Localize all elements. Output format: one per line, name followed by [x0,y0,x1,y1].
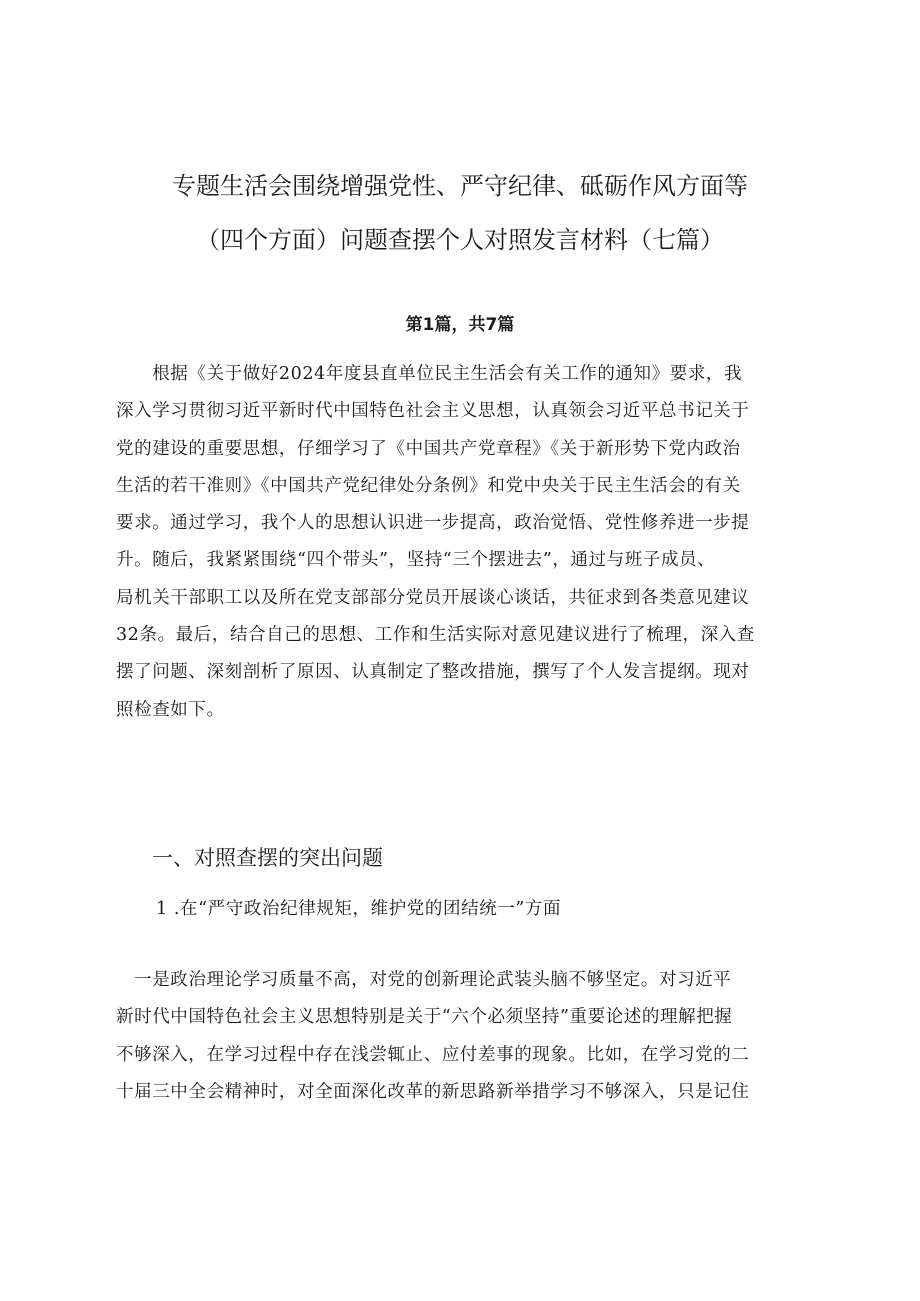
body-paragraph [116,962,816,1111]
section-heading: 一、对照查摆的突出问题 [152,846,383,870]
document-title-line-1: 专题生活会围绕增强党性、严守纪律、砥砺作风方面等 [172,172,748,200]
text-line: 不够深入，在学习过程中存在浅尝辄止、应付差事的现象。比如，在学习党的二 [116,1044,750,1065]
text-line: 深入学习贯彻习近平新时代中国特色社会主义思想，认真领会习近平总书记关于 [116,401,750,422]
text-line: 要求。通过学习，我个人的思想认识进一步提高，政治觉悟、党性修养进一步提 [116,513,750,534]
text-line: 新时代中国特色社会主义思想特别是关于“六个必须坚持”重要论述的理解把握 [116,1007,733,1028]
text-line: 照检查如下。 [116,699,225,720]
text-line: 根据《关于做好2024年度县直单位民主生活会有关工作的通知》要求，我 [116,364,743,384]
text-line: 局机关干部职工以及所在党支部部分党员开展谈心谈话，共征求到各类意见建议 [116,587,750,608]
text-line: 党的建设的重要思想，仔细学习了《中国共产党章程》《关于新形势下党内政治 [116,438,741,459]
text-line: 32条。最后，结合自己的思想、工作和生活实际对意见建议进行了梳理，深入查 [116,625,755,646]
text-line: 一是政治理论学习质量不高，对党的创新理论武装头脑不够坚定。对习近平 [116,970,732,990]
subsection-heading: 1 .在“严守政治纪律规矩，维护党的团结统一”方面 [156,899,562,919]
text-line: 十届三中全会精神时，对全面深化改革的新思路新举措学习不够深入，只是记住 [116,1081,750,1102]
text-line: 摆了问题、深刻剖析了原因、认真制定了整改措施，撰写了个人发言提纲。现对 [116,662,750,683]
document-title-line-2: （四个方面）问题查摆个人对照发言材料（七篇） [196,226,724,254]
text-line: 生活的若干准则》《中国共产党纪律处分条例》和党中央关于民主生活会的有关 [116,475,741,496]
text-line: 升。随后，我紧紧围绕“四个带头”，坚持“三个摆进去”，通过与班子成员、 [116,550,716,571]
intro-paragraph [116,356,816,729]
part-label: 第1篇，共7篇 [405,315,515,335]
